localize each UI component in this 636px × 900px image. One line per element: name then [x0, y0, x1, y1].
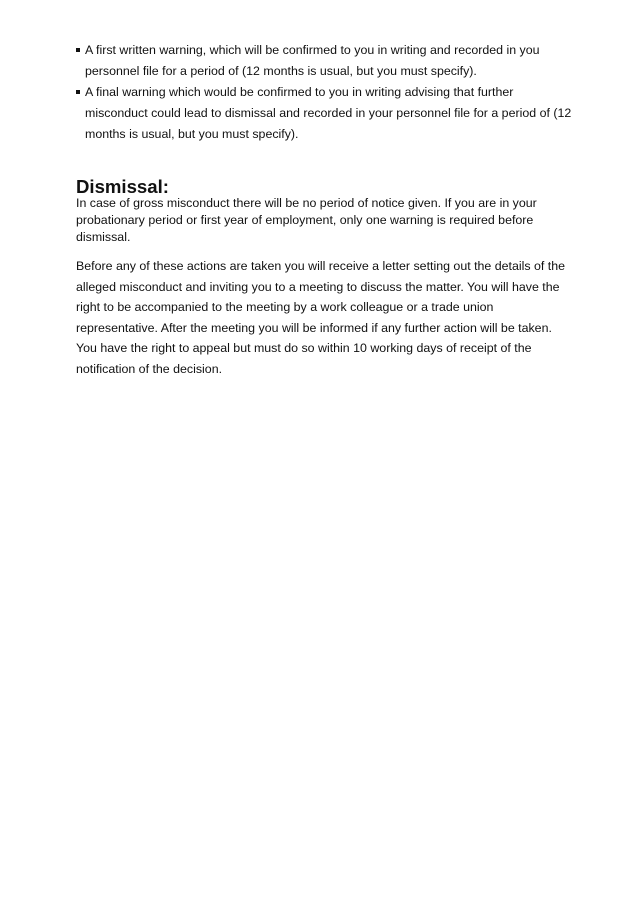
document-page — [76, 40, 576, 380]
dismissal-paragraph: In case of gross misconduct there will be no period of notice given. If you are in your probationary period or first year of employment, only one warning is required before dismissal. — [76, 196, 537, 244]
procedure-paragraph: Before any of these actions are taken you will receive a letter setting out the details of the alleged misconduct and inviting you to a meeting to discuss the matter. You will have the right to be accompanied to the meeting by a work colleague or a trade union representative. After the meeting you will be informed if any further action will be taken. You have the right to appeal but must do so within 10 working days of receipt of the notification of the decision. — [76, 259, 566, 376]
dismissal-heading: Dismissal: — [76, 176, 169, 197]
square-bullet-icon — [76, 48, 80, 52]
warning-final-text: A final warning which would be confirmed to you in writing advising that further misconduct could lead to dismissal and recorded in your personnel file for a period of (12 months is usual, but you must specify). — [85, 85, 572, 141]
warning-first-text: A first written warning, which will be confirmed to you in writing and recorded in you personnel file for a period of (12 months is usual, but you must specify). — [85, 43, 540, 78]
list-item — [76, 40, 576, 82]
square-bullet-icon — [76, 90, 80, 94]
warning-list — [76, 40, 576, 145]
list-item — [76, 82, 576, 145]
